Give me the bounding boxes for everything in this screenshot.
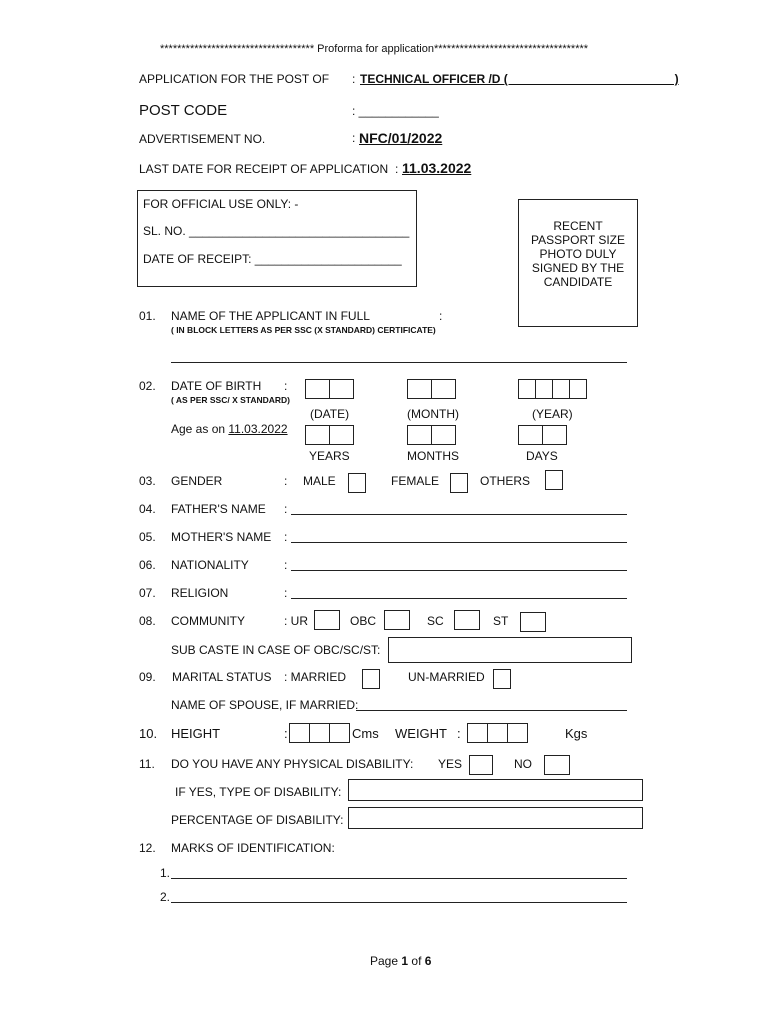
post-value: TECHNICAL OFFICER /D ( ________________________ ) xyxy=(360,72,679,86)
height-unit: Cms xyxy=(352,726,379,741)
dob-year-caption: (YEAR) xyxy=(532,407,573,421)
post-code-label: POST CODE xyxy=(139,102,228,119)
q01-number: 01. xyxy=(139,309,156,323)
q09-number: 09. xyxy=(139,670,156,684)
q06-colon: : xyxy=(284,558,288,572)
marital-unmarried-checkbox[interactable] xyxy=(493,669,511,689)
age-date: 11.03.2022 xyxy=(228,422,288,436)
q04-colon: : xyxy=(284,502,288,516)
q04-number: 04. xyxy=(139,502,156,516)
q05-colon: : xyxy=(284,530,288,544)
dob-month-caption: (MONTH) xyxy=(407,407,459,421)
age-days-boxes[interactable] xyxy=(518,425,567,445)
last-date-colon: : xyxy=(395,162,399,176)
q02-colon: : xyxy=(284,379,288,393)
mother-name-line[interactable] xyxy=(291,542,627,543)
applicant-name-line[interactable] xyxy=(171,362,627,363)
community-st-label: ST xyxy=(493,614,509,628)
q07-number: 07. xyxy=(139,586,156,600)
community-sc-checkbox[interactable] xyxy=(454,610,480,630)
q02-number: 02. xyxy=(139,379,156,393)
last-date-value: 11.03.2022 xyxy=(402,160,472,176)
disability-type-label: IF YES, TYPE OF DISABILITY: xyxy=(175,785,342,799)
page-prefix: Page xyxy=(370,954,399,968)
q02-note: ( AS PER SSC/ X STANDARD) xyxy=(171,395,291,405)
advertisement-colon: : xyxy=(352,131,356,145)
q02-label: DATE OF BIRTH xyxy=(171,379,262,393)
q07-colon: : xyxy=(284,586,288,600)
q07-label: RELIGION xyxy=(171,586,229,600)
gender-others-checkbox[interactable] xyxy=(545,470,563,490)
dob-date-caption: (DATE) xyxy=(310,407,350,421)
community-obc-checkbox[interactable] xyxy=(384,610,410,630)
age-years-caption: YEARS xyxy=(309,449,350,463)
dob-month-boxes[interactable] xyxy=(407,379,456,399)
q09-label: MARITAL STATUS xyxy=(172,670,272,684)
age-as-on-label xyxy=(171,422,288,436)
q12-label: MARKS OF IDENTIFICATION: xyxy=(171,841,335,855)
gender-male-checkbox[interactable] xyxy=(348,473,366,493)
weight-boxes[interactable] xyxy=(467,723,528,743)
community-obc-label: OBC xyxy=(350,614,377,628)
q03-label: GENDER xyxy=(171,474,223,488)
official-use-box xyxy=(137,190,417,287)
official-use-title: FOR OFFICIAL USE ONLY: - xyxy=(143,197,299,211)
q04-label: FATHER'S NAME xyxy=(171,502,266,516)
q10-number: 10. xyxy=(139,726,158,741)
marital-married-label: : MARRIED xyxy=(284,670,347,684)
weight-label: WEIGHT xyxy=(395,726,447,741)
father-name-line[interactable] xyxy=(291,514,627,515)
identification-mark-1-number: 1. xyxy=(160,866,171,880)
identification-mark-2-number: 2. xyxy=(160,890,171,904)
q11-number: 11. xyxy=(139,757,155,771)
page-total: 6 xyxy=(424,954,432,968)
weight-unit: Kgs xyxy=(565,726,588,741)
disability-no-checkbox[interactable] xyxy=(544,755,570,775)
community-st-checkbox[interactable] xyxy=(520,612,546,632)
disability-yes-label: YES xyxy=(438,757,463,771)
photo-instruction: RECENT PASSPORT SIZE PHOTO DULY SIGNED BY THE CANDIDATE xyxy=(530,219,626,289)
page-number xyxy=(370,954,431,968)
q12-number: 12. xyxy=(139,841,156,855)
subcaste-label: SUB CASTE IN CASE OF OBC/SC/ST: xyxy=(171,643,381,657)
advertisement-label: ADVERTISEMENT NO. xyxy=(139,132,266,146)
q05-number: 05. xyxy=(139,530,156,544)
post-colon: : xyxy=(352,72,356,86)
gender-male-label: MALE xyxy=(303,474,336,488)
q03-number: 03. xyxy=(139,474,156,488)
religion-line[interactable] xyxy=(291,598,627,599)
disability-percentage-label: PERCENTAGE OF DISABILITY: xyxy=(171,813,344,827)
community-sc-label: SC xyxy=(427,614,444,628)
identification-mark-2-line[interactable] xyxy=(171,902,627,903)
q06-label: NATIONALITY xyxy=(171,558,249,572)
last-date-label: LAST DATE FOR RECEIPT OF APPLICATION xyxy=(139,162,389,176)
height-colon: : xyxy=(284,726,288,741)
height-boxes[interactable] xyxy=(289,723,350,743)
q10-label: HEIGHT xyxy=(171,726,221,741)
q05-label: MOTHER'S NAME xyxy=(171,530,272,544)
sl-no-field[interactable]: SL. NO. _________________________________ xyxy=(143,224,410,238)
disability-type-field[interactable] xyxy=(348,779,643,801)
marital-married-checkbox[interactable] xyxy=(362,669,380,689)
spouse-label: NAME OF SPOUSE, IF MARRIED: xyxy=(171,698,359,712)
dob-date-boxes[interactable] xyxy=(305,379,354,399)
page-current: 1 xyxy=(401,954,409,968)
photo-box[interactable] xyxy=(518,199,638,327)
page-of: of xyxy=(411,954,422,968)
age-months-boxes[interactable] xyxy=(407,425,456,445)
advertisement-number: NFC/01/2022 xyxy=(359,130,443,146)
q01-colon: : xyxy=(439,309,443,323)
proforma-header: ************************************ Proforma for application************************************ xyxy=(160,43,589,55)
q11-label: DO YOU HAVE ANY PHYSICAL DISABILITY: xyxy=(171,757,414,771)
q01-label: NAME OF THE APPLICANT IN FULL xyxy=(171,309,370,323)
marital-unmarried-label: UN-MARRIED xyxy=(408,670,485,684)
disability-no-label: NO xyxy=(514,757,532,771)
disability-yes-checkbox[interactable] xyxy=(469,755,493,775)
q01-note: ( IN BLOCK LETTERS AS PER SSC (X STANDARD) CERTIFICATE) xyxy=(171,325,436,335)
age-days-caption: DAYS xyxy=(526,449,558,463)
age-years-boxes[interactable] xyxy=(305,425,354,445)
weight-colon: : xyxy=(457,726,461,741)
q08-number: 08. xyxy=(139,614,156,628)
q08-label: COMMUNITY xyxy=(171,614,245,628)
community-ur-checkbox[interactable] xyxy=(314,610,340,630)
gender-female-checkbox[interactable] xyxy=(450,473,468,493)
date-of-receipt-field[interactable]: DATE OF RECEIPT: ______________________ xyxy=(143,252,402,266)
disability-percentage-field[interactable] xyxy=(348,807,643,829)
q06-number: 06. xyxy=(139,558,156,572)
dob-year-boxes[interactable] xyxy=(518,379,587,399)
post-code-field[interactable]: : ____________ xyxy=(352,104,439,118)
spouse-name-line[interactable] xyxy=(356,710,627,711)
subcaste-field[interactable] xyxy=(388,637,632,663)
age-months-caption: MONTHS xyxy=(407,449,459,463)
gender-female-label: FEMALE xyxy=(391,474,440,488)
nationality-line[interactable] xyxy=(291,570,627,571)
community-ur-label: : UR xyxy=(284,614,308,628)
post-label: APPLICATION FOR THE POST OF xyxy=(139,72,330,86)
age-prefix: Age as on xyxy=(171,422,226,436)
q03-colon: : xyxy=(284,474,288,488)
gender-others-label: OTHERS xyxy=(480,474,531,488)
identification-mark-1-line[interactable] xyxy=(171,878,627,879)
